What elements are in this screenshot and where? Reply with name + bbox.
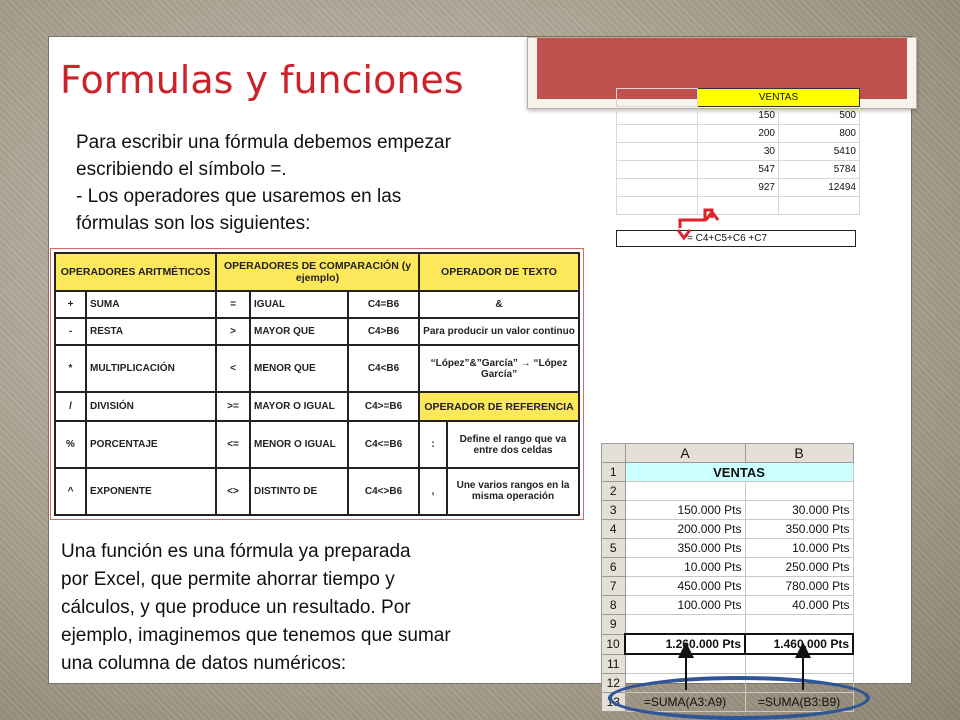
row-header: 8 — [602, 596, 626, 615]
comp-name: MAYOR QUE — [250, 318, 348, 345]
row-header: 13 — [602, 693, 626, 712]
arith-name: SUMA — [86, 291, 216, 318]
arith-symbol: / — [55, 392, 86, 421]
row-header: 10 — [602, 634, 626, 654]
empty-cell — [745, 615, 853, 635]
arith-symbol: % — [55, 421, 86, 468]
column-header-a: A — [625, 444, 745, 463]
sheet-cell: 150 — [698, 107, 779, 125]
comp-example: C4<>B6 — [348, 468, 419, 515]
empty-cell — [779, 197, 860, 215]
sales-cell: 10.000 Pts — [745, 539, 853, 558]
comp-example: C4>B6 — [348, 318, 419, 345]
corner-cell — [602, 444, 626, 463]
comp-example: C4<B6 — [348, 345, 419, 392]
sheet-cell: 800 — [779, 125, 860, 143]
total-cell: 1.460.000 Pts — [745, 634, 853, 654]
sales-cell: 100.000 Pts — [625, 596, 745, 615]
intro-line: Para escribir una fórmula debemos empezar — [76, 132, 451, 153]
empty-cell — [617, 179, 698, 197]
row-header: 4 — [602, 520, 626, 539]
arith-symbol: - — [55, 318, 86, 345]
comp-symbol: > — [216, 318, 250, 345]
comp-name: IGUAL — [250, 291, 348, 318]
total-cell: 1.260.000 Pts — [625, 634, 745, 654]
comp-symbol: <= — [216, 421, 250, 468]
intro-paragraph — [76, 129, 576, 237]
ref-description: Une varios rangos en la misma operación — [447, 468, 579, 515]
arith-name: RESTA — [86, 318, 216, 345]
comp-name: MENOR O IGUAL — [250, 421, 348, 468]
header-text-operator: OPERADOR DE TEXTO — [419, 253, 579, 291]
row-header: 5 — [602, 539, 626, 558]
arith-name: MULTIPLICACIÓN — [86, 345, 216, 392]
empty-cell — [698, 197, 779, 215]
sales-cell: 30.000 Pts — [745, 501, 853, 520]
header-comparison: OPERADORES DE COMPARACIÓN (y ejemplo) — [216, 253, 419, 291]
arith-symbol: ^ — [55, 468, 86, 515]
sales-cell: 10.000 Pts — [625, 558, 745, 577]
empty-cell — [617, 197, 698, 215]
sales-cell: 200.000 Pts — [625, 520, 745, 539]
function-paragraph — [61, 538, 581, 678]
row-header: 7 — [602, 577, 626, 596]
sheet-cell: 500 — [779, 107, 860, 125]
text-operator-description: Para producir un valor continuo — [419, 318, 579, 345]
row-header: 6 — [602, 558, 626, 577]
comp-example: C4=B6 — [348, 291, 419, 318]
sales-cell: 150.000 Pts — [625, 501, 745, 520]
arith-name: PORCENTAJE — [86, 421, 216, 468]
empty-cell — [617, 143, 698, 161]
row-header: 11 — [602, 654, 626, 674]
row-header: 2 — [602, 482, 626, 501]
sales-cell: 450.000 Pts — [625, 577, 745, 596]
empty-cell — [745, 654, 853, 674]
row-header: 9 — [602, 615, 626, 635]
row-header: 12 — [602, 674, 626, 693]
row-header: 3 — [602, 501, 626, 520]
comp-name: MAYOR O IGUAL — [250, 392, 348, 421]
column-header-b: B — [745, 444, 853, 463]
ventas-header: VENTAS — [625, 463, 853, 482]
comp-symbol: <> — [216, 468, 250, 515]
comp-name: MENOR QUE — [250, 345, 348, 392]
empty-cell — [617, 89, 698, 107]
ref-symbol: , — [419, 468, 447, 515]
sheet-cell: 547 — [698, 161, 779, 179]
arith-symbol: * — [55, 345, 86, 392]
sheet-cell: 927 — [698, 179, 779, 197]
arith-name: DIVISIÓN — [86, 392, 216, 421]
sheet-cell: 5784 — [779, 161, 860, 179]
sales-cell: 780.000 Pts — [745, 577, 853, 596]
empty-cell — [625, 615, 745, 635]
arith-symbol: + — [55, 291, 86, 318]
header-reference: OPERADOR DE REFERENCIA — [419, 392, 579, 421]
empty-cell — [617, 161, 698, 179]
text-operator: & — [419, 291, 579, 318]
slide-title: Formulas y funciones — [60, 58, 464, 102]
sales-cell: 250.000 Pts — [745, 558, 853, 577]
function-line: Una función es una fórmula ya preparada — [61, 541, 411, 562]
ref-symbol: : — [419, 421, 447, 468]
comp-symbol: >= — [216, 392, 250, 421]
sheet-cell: 12494 — [779, 179, 860, 197]
comp-example: C4<=B6 — [348, 421, 419, 468]
empty-cell — [745, 482, 853, 501]
sales-spreadsheet — [601, 443, 854, 712]
sales-cell: 350.000 Pts — [745, 520, 853, 539]
function-line: ejemplo, imaginemos que tenemos que sumar — [61, 625, 451, 646]
sheet-cell: 5410 — [779, 143, 860, 161]
text-operator-example: “López”&”García” → “López García” — [419, 345, 579, 392]
header-arithmetic: OPERADORES ARITMÉTICOS — [55, 253, 216, 291]
function-line: una columna de datos numéricos: — [61, 653, 347, 674]
operators-table — [50, 248, 584, 520]
sales-cell: 350.000 Pts — [625, 539, 745, 558]
ventas-header: VENTAS — [698, 89, 860, 107]
formula-bar: = C4+C5+C6 +C7 — [616, 230, 856, 247]
arith-name: EXPONENTE — [86, 468, 216, 515]
row-header: 1 — [602, 463, 626, 482]
function-line: por Excel, que permite ahorrar tiempo y — [61, 569, 395, 590]
comp-symbol: = — [216, 291, 250, 318]
comp-name: DISTINTO DE — [250, 468, 348, 515]
empty-cell — [617, 125, 698, 143]
highlight-ellipse — [608, 676, 870, 720]
empty-cell — [625, 654, 745, 674]
intro-line: fórmulas son los siguientes: — [76, 213, 311, 234]
intro-line: escribiendo el símbolo =. — [76, 159, 287, 180]
empty-cell — [625, 482, 745, 501]
sales-cell: 40.000 Pts — [745, 596, 853, 615]
sheet-cell: 200 — [698, 125, 779, 143]
intro-line: - Los operadores que usaremos en las — [76, 186, 402, 207]
empty-cell — [617, 107, 698, 125]
ref-description: Define el rango que va entre dos celdas — [447, 421, 579, 468]
formula-cell: =SUMA(A3:A9) — [625, 693, 745, 712]
comp-example: C4>=B6 — [348, 392, 419, 421]
small-spreadsheet — [616, 88, 860, 215]
comp-symbol: < — [216, 345, 250, 392]
function-line: cálculos, y que produce un resultado. Por — [61, 597, 411, 618]
formula-cell: =SUMA(B3:B9) — [745, 693, 853, 712]
sheet-cell: 30 — [698, 143, 779, 161]
